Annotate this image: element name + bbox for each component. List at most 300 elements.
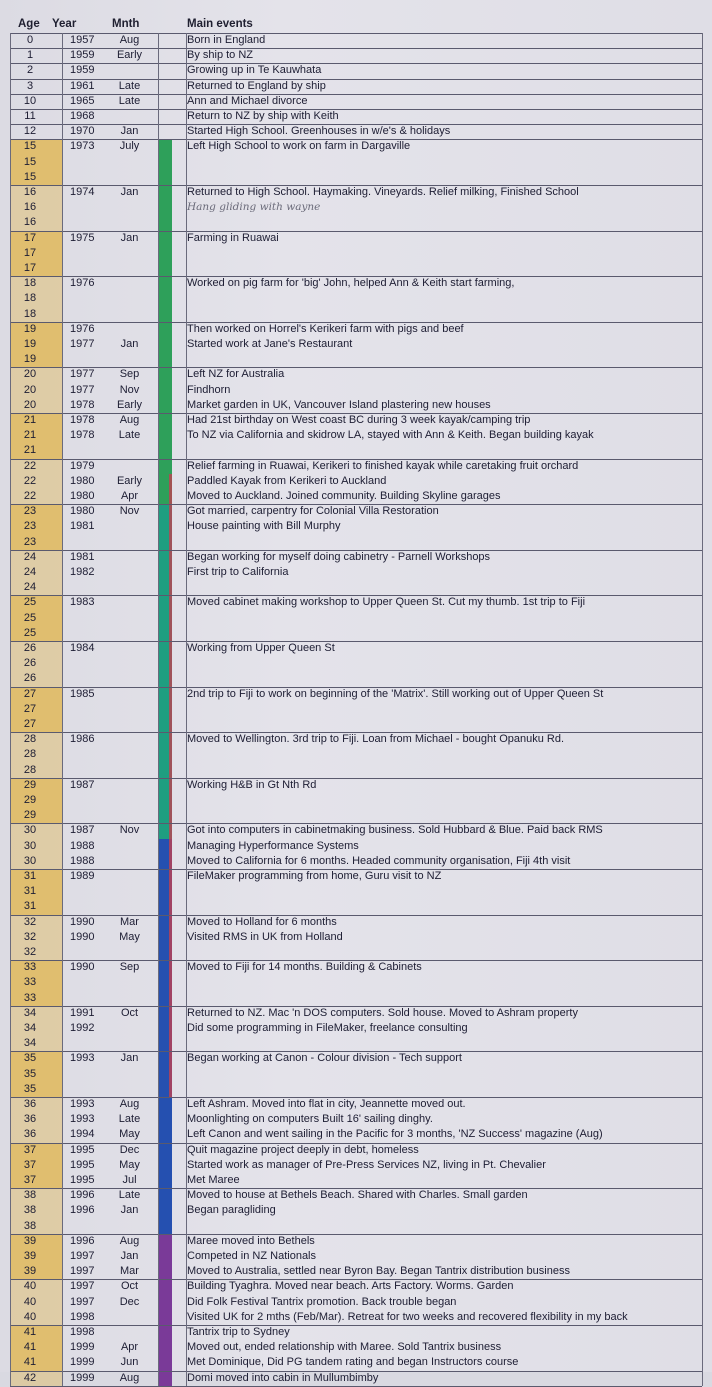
timeline-row <box>0 1036 712 1051</box>
age-cell: 21 <box>23 429 37 442</box>
timeline-row <box>0 459 712 474</box>
age-cell: 16 <box>23 216 37 229</box>
year-cell: 1976 <box>70 322 95 335</box>
event-cell: Left Ashram. Moved into flat in city, Jeannette moved out. <box>187 1098 466 1110</box>
timeline-row <box>0 869 712 884</box>
year-cell: 1977 <box>70 383 95 396</box>
age-cell: 41 <box>23 1356 37 1369</box>
age-cell: 17 <box>23 246 37 259</box>
year-cell: 1980 <box>70 474 95 487</box>
age-cell: 22 <box>23 474 37 487</box>
month-cell: Late <box>118 429 141 442</box>
age-cell: 36 <box>23 1098 37 1110</box>
month-cell: Dec <box>119 1295 140 1308</box>
age-cell: 35 <box>23 1052 37 1065</box>
year-cell: 1996 <box>70 1189 95 1202</box>
age-cell: 1 <box>26 49 34 62</box>
month-cell: Aug <box>119 1234 140 1247</box>
month-cell: Early <box>116 49 143 62</box>
timeline-row <box>0 839 712 854</box>
timeline-row <box>0 717 712 732</box>
event-cell: Began working at Canon - Colour division - Tech support <box>187 1052 462 1065</box>
age-cell: 17 <box>23 231 37 244</box>
age-cell: 36 <box>23 1128 37 1141</box>
year-cell: 1996 <box>70 1204 95 1217</box>
age-cell: 25 <box>23 626 37 639</box>
event-cell: First trip to California <box>187 566 289 578</box>
event-cell: Did some programming in FileMaker, freelance consulting <box>187 1022 468 1034</box>
timeline-row <box>0 595 712 610</box>
timeline-row <box>0 1127 712 1142</box>
event-cell: Moved out, ended relationship with Maree. Sold Tantrix business <box>187 1341 502 1354</box>
age-cell: 32 <box>23 930 37 943</box>
timeline-row <box>0 215 712 230</box>
age-cell: 17 <box>23 262 37 274</box>
age-cell: 39 <box>23 1234 37 1247</box>
age-cell: 12 <box>23 125 37 138</box>
age-cell: 36 <box>23 1113 37 1126</box>
age-cell: 15 <box>23 170 37 183</box>
age-cell: 22 <box>23 490 37 502</box>
age-cell: 40 <box>23 1310 37 1323</box>
timeline-row <box>0 139 712 154</box>
year-cell: 1988 <box>70 839 95 852</box>
event-cell: Moved to Fiji for 14 months. Building & Cabinets <box>187 961 422 974</box>
month-cell: Jun <box>120 1356 139 1369</box>
year-cell: 1999 <box>70 1341 95 1354</box>
timeline-row <box>0 1295 712 1310</box>
age-cell: 31 <box>23 900 37 913</box>
year-cell: 1993 <box>70 1098 95 1110</box>
age-cell: 22 <box>23 459 37 472</box>
timeline-row <box>0 1082 712 1097</box>
age-cell: 37 <box>23 1174 37 1186</box>
age-cell: 38 <box>23 1204 37 1217</box>
year-cell: 1978 <box>70 414 95 426</box>
timeline-row <box>0 79 712 94</box>
event-cell: Started work at Jane's Restaurant <box>187 338 353 350</box>
age-cell: 18 <box>23 277 37 290</box>
timeline-row <box>0 550 712 565</box>
event-cell: Moonlighting on computers Built 16' sailing dinghy. <box>187 1113 433 1126</box>
age-cell: 20 <box>23 383 37 396</box>
event-cell: Moved to Australia, settled near Byron Bay. Began Tantrix distribution business <box>187 1265 570 1278</box>
event-cell: Moved to Wellington. 3rd trip to Fiji. Loan from Michael - bought Opanuku Rd. <box>187 733 565 746</box>
month-cell: Jan <box>120 231 139 244</box>
year-cell: 1995 <box>70 1174 95 1186</box>
month-cell: Sep <box>119 368 140 381</box>
event-cell: Then worked on Horrel's Kerikeri farm with pigs and beef <box>187 322 464 335</box>
event-cell: Working H&B in Gt Nth Rd <box>187 778 317 791</box>
timeline-row <box>0 656 712 671</box>
timeline-row <box>0 185 712 200</box>
age-cell: 32 <box>23 915 37 928</box>
year-cell: 1957 <box>70 34 95 46</box>
timeline-row <box>0 398 712 413</box>
event-cell: Started High School. Greenhouses in w/e's & holidays <box>187 125 451 138</box>
event-cell: Moved to Holland for 6 months <box>187 915 337 928</box>
timeline-row <box>0 443 712 458</box>
month-cell: Dec <box>119 1143 140 1156</box>
year-cell: 1989 <box>70 870 95 882</box>
year-cell: 1981 <box>70 520 95 533</box>
age-cell: 25 <box>23 596 37 609</box>
age-cell: 34 <box>23 1022 37 1034</box>
timeline-row <box>0 124 712 139</box>
age-cell: 21 <box>23 414 37 426</box>
header-age: Age <box>18 18 40 30</box>
event-cell: Got married, carpentry for Colonial Villa Restoration <box>187 505 439 518</box>
event-cell: Market garden in UK, Vancouver Island plastering new houses <box>187 398 491 411</box>
event-cell: Findhorn <box>187 383 231 396</box>
timeline-row <box>0 960 712 975</box>
year-cell: 1985 <box>70 687 95 700</box>
age-cell: 26 <box>23 642 37 654</box>
timeline-row <box>0 565 712 580</box>
age-cell: 41 <box>23 1326 37 1338</box>
event-cell: Building Tyaghra. Moved near beach. Arts Factory. Worms. Garden <box>187 1280 514 1293</box>
event-cell: Relief farming in Ruawai, Kerikeri to finished kayak while caretaking fruit orchard <box>187 459 579 472</box>
timeline-row <box>0 702 712 717</box>
year-cell: 1990 <box>70 930 95 943</box>
age-cell: 28 <box>23 733 37 746</box>
age-cell: 24 <box>23 581 37 594</box>
month-cell: Apr <box>120 490 139 502</box>
year-cell: 1979 <box>70 459 95 472</box>
timeline-row <box>0 109 712 124</box>
year-cell: 1970 <box>70 125 95 138</box>
timeline-row <box>0 854 712 869</box>
year-cell: 1998 <box>70 1326 95 1338</box>
year-cell: 1977 <box>70 338 95 350</box>
timeline-row <box>0 1279 712 1294</box>
event-cell: Moved to California for 6 months. Headed community organisation, Fiji 4th visit <box>187 854 571 867</box>
event-cell: Returned to England by ship <box>187 79 326 92</box>
event-cell: 2nd trip to Fiji to work on beginning of the 'Matrix'. Still working out of Upper Queen St <box>187 687 604 700</box>
timeline-row <box>0 930 712 945</box>
event-cell: To NZ via California and skidrow LA, stayed with Ann & Keith. Began building kayak <box>187 429 594 442</box>
year-cell: 1995 <box>70 1143 95 1156</box>
timeline-row <box>0 63 712 78</box>
month-cell: Jan <box>120 1250 139 1262</box>
timeline-row <box>0 778 712 793</box>
year-cell: 1998 <box>70 1310 95 1323</box>
month-cell: Nov <box>119 505 140 518</box>
month-cell: Late <box>118 79 141 92</box>
event-cell: By ship to NZ <box>187 49 254 62</box>
month-cell: Mar <box>120 915 139 928</box>
month-cell: Jul <box>122 1174 137 1186</box>
timeline-row <box>0 975 712 990</box>
year-cell: 1974 <box>70 186 95 198</box>
month-cell: Late <box>118 1113 141 1126</box>
age-cell: 38 <box>23 1219 37 1232</box>
timeline-row <box>0 48 712 63</box>
age-cell: 33 <box>23 976 37 989</box>
month-cell: Aug <box>119 1371 140 1384</box>
timeline-row <box>0 1021 712 1036</box>
age-cell: 18 <box>23 307 37 320</box>
timeline-row <box>0 763 712 778</box>
age-cell: 40 <box>23 1295 37 1308</box>
age-cell: 19 <box>23 353 37 366</box>
year-cell: 1990 <box>70 915 95 928</box>
timeline-row <box>0 1006 712 1021</box>
year-cell: 1990 <box>70 961 95 974</box>
age-cell: 31 <box>23 870 37 882</box>
year-cell: 1977 <box>70 368 95 381</box>
age-cell: 37 <box>23 1143 37 1156</box>
timeline-row <box>0 1371 712 1386</box>
event-cell: Left NZ for Australia <box>187 368 285 381</box>
age-cell: 24 <box>23 550 37 563</box>
timeline-row <box>0 1097 712 1112</box>
event-cell: Maree moved into Bethels <box>187 1234 315 1247</box>
age-cell: 33 <box>23 961 37 974</box>
year-cell: 1973 <box>70 140 95 153</box>
timeline-row <box>0 383 712 398</box>
month-cell: Jan <box>120 1204 139 1217</box>
event-cell: Got into computers in cabinetmaking business. Sold Hubbard & Blue. Paid back RMS <box>187 824 603 837</box>
timeline-row <box>0 246 712 261</box>
timeline-row <box>0 1249 712 1264</box>
year-cell: 1988 <box>70 854 95 867</box>
event-cell: Left Canon and went sailing in the Pacific for 3 months, 'NZ Success' magazine (Aug) <box>187 1128 603 1141</box>
timeline-row <box>0 1203 712 1218</box>
age-cell: 20 <box>23 368 37 381</box>
timeline-row <box>0 94 712 109</box>
event-cell: Returned to High School. Haymaking. Vineyards. Relief milking, Finished School <box>187 186 579 198</box>
event-cell: Hang gliding with wayne <box>187 201 321 214</box>
timeline-row <box>0 626 712 641</box>
timeline-row <box>0 611 712 626</box>
timeline-row <box>0 747 712 762</box>
timeline-row <box>0 367 712 382</box>
event-cell: Met Maree <box>187 1174 240 1186</box>
month-cell: Aug <box>119 1098 140 1110</box>
month-cell: Apr <box>120 1341 139 1354</box>
age-cell: 34 <box>23 1037 37 1050</box>
month-cell: Late <box>118 1189 141 1202</box>
timeline-row <box>0 991 712 1006</box>
timeline-row <box>0 732 712 747</box>
age-cell: 34 <box>23 1006 37 1019</box>
event-cell: Had 21st birthday on West coast BC during 3 week kayak/camping trip <box>187 414 531 426</box>
year-cell: 1980 <box>70 505 95 518</box>
timeline-row <box>0 1188 712 1203</box>
timeline-row <box>0 170 712 185</box>
timeline-row <box>0 1264 712 1279</box>
age-cell: 30 <box>23 839 37 852</box>
timeline-row <box>0 261 712 276</box>
year-cell: 1983 <box>70 596 95 609</box>
age-cell: 30 <box>23 824 37 837</box>
month-cell: Jan <box>120 1052 139 1065</box>
month-cell: Aug <box>119 34 140 46</box>
timeline-row <box>0 1219 712 1234</box>
age-cell: 16 <box>23 186 37 198</box>
event-cell: Visited RMS in UK from Holland <box>187 930 343 943</box>
year-cell: 1978 <box>70 429 95 442</box>
age-cell: 27 <box>23 702 37 715</box>
month-cell: Jan <box>120 186 139 198</box>
timeline-row <box>0 1355 712 1370</box>
year-cell: 1968 <box>70 110 95 122</box>
year-cell: 1995 <box>70 1158 95 1171</box>
timeline-row <box>0 899 712 914</box>
timeline-row <box>0 1173 712 1188</box>
timeline-row <box>0 1143 712 1158</box>
event-cell: FileMaker programming from home, Guru visit to NZ <box>187 870 442 882</box>
timeline-row <box>0 276 712 291</box>
month-cell: Jan <box>120 338 139 350</box>
timeline-row <box>0 428 712 443</box>
age-cell: 18 <box>23 292 37 305</box>
age-cell: 32 <box>23 946 37 958</box>
year-cell: 1959 <box>70 49 95 62</box>
month-cell: July <box>119 140 140 153</box>
timeline-row <box>0 580 712 595</box>
event-cell: Moved to Auckland. Joined community. Building Skyline garages <box>187 490 501 502</box>
event-cell: Started work as manager of Pre-Press Services NZ, living in Pt. Chevalier <box>187 1158 546 1171</box>
age-cell: 37 <box>23 1158 37 1171</box>
year-cell: 1996 <box>70 1234 95 1247</box>
timeline-row <box>0 413 712 428</box>
age-cell: 40 <box>23 1280 37 1293</box>
event-cell: Paddled Kayak from Kerikeri to Auckland <box>187 474 387 487</box>
event-cell: Began paragliding <box>187 1204 276 1217</box>
timeline-row <box>0 915 712 930</box>
age-cell: 29 <box>23 794 37 806</box>
event-cell: Return to NZ by ship with Keith <box>187 110 339 122</box>
timeline-row <box>0 1112 712 1127</box>
age-cell: 28 <box>23 748 37 761</box>
event-cell: Farming in Ruawai <box>187 231 279 244</box>
timeline-row <box>0 1310 712 1325</box>
event-cell: Met Dominique, Did PG tandem rating and began Instructors course <box>187 1356 519 1369</box>
age-cell: 41 <box>23 1341 37 1354</box>
year-cell: 1978 <box>70 398 95 411</box>
event-cell: Left High School to work on farm in Dargaville <box>187 140 411 153</box>
header-month: Mnth <box>112 18 140 30</box>
age-cell: 15 <box>23 155 37 168</box>
year-cell: 1987 <box>70 778 95 791</box>
header-year: Year <box>52 18 77 30</box>
year-cell: 1986 <box>70 733 95 746</box>
timeline-row <box>0 489 712 504</box>
age-cell: 2 <box>26 64 34 77</box>
event-cell: Began working for myself doing cabinetry - Parnell Workshops <box>187 550 491 563</box>
event-cell: Working from Upper Queen St <box>187 642 335 654</box>
timeline-row <box>0 884 712 899</box>
event-cell: Moved cabinet making workshop to Upper Queen St. Cut my thumb. 1st trip to Fiji <box>187 596 586 609</box>
age-cell: 38 <box>23 1189 37 1202</box>
month-cell: Jan <box>120 125 139 138</box>
year-cell: 1959 <box>70 64 95 77</box>
month-cell: Aug <box>119 414 140 426</box>
age-cell: 35 <box>23 1067 37 1080</box>
timeline-row <box>0 535 712 550</box>
event-cell: Growing up in Te Kauwhata <box>187 64 322 77</box>
age-cell: 27 <box>23 718 37 730</box>
timeline-row <box>0 33 712 48</box>
year-cell: 1987 <box>70 824 95 837</box>
event-cell: Quit magazine project deeply in debt, homeless <box>187 1143 419 1156</box>
year-cell: 1980 <box>70 490 95 502</box>
event-cell: Domi moved into cabin in Mullumbimby <box>187 1371 379 1384</box>
month-cell: May <box>119 1158 140 1171</box>
month-cell: Oct <box>120 1280 139 1293</box>
age-cell: 20 <box>23 398 37 411</box>
year-cell: 1976 <box>70 277 95 290</box>
year-cell: 1994 <box>70 1128 95 1141</box>
year-cell: 1981 <box>70 550 95 563</box>
event-cell: Managing Hyperformance Systems <box>187 839 359 852</box>
age-cell: 39 <box>23 1250 37 1262</box>
year-cell: 1993 <box>70 1052 95 1065</box>
age-cell: 10 <box>23 94 37 107</box>
timeline-row <box>0 1325 712 1340</box>
column-header <box>0 18 712 33</box>
age-cell: 19 <box>23 338 37 350</box>
age-cell: 24 <box>23 566 37 578</box>
age-cell: 39 <box>23 1265 37 1278</box>
age-cell: 15 <box>23 140 37 153</box>
event-cell: Returned to NZ. Mac 'n DOS computers. Sold house. Moved to Ashram property <box>187 1006 578 1019</box>
year-cell: 1984 <box>70 642 95 654</box>
year-cell: 1992 <box>70 1022 95 1034</box>
timeline-row <box>0 155 712 170</box>
year-cell: 1999 <box>70 1356 95 1369</box>
age-cell: 26 <box>23 672 37 685</box>
age-cell: 21 <box>23 444 37 457</box>
age-cell: 0 <box>26 34 34 46</box>
age-cell: 33 <box>23 991 37 1004</box>
timeline-row <box>0 1067 712 1082</box>
age-cell: 29 <box>23 809 37 822</box>
timeline-row <box>0 823 712 838</box>
month-cell: May <box>119 1128 140 1141</box>
event-cell: Worked on pig farm for 'big' John, helped Ann & Keith start farming, <box>187 277 515 290</box>
timeline-row <box>0 231 712 246</box>
month-cell: Oct <box>120 1006 139 1019</box>
timeline-row <box>0 519 712 534</box>
age-cell: 11 <box>24 110 36 122</box>
year-cell: 1999 <box>70 1371 95 1384</box>
timeline-row <box>0 687 712 702</box>
age-cell: 23 <box>23 520 37 533</box>
age-cell: 27 <box>23 687 37 700</box>
month-cell: Late <box>118 94 141 107</box>
event-cell: Tantrix trip to Sydney <box>187 1326 290 1338</box>
timeline-row <box>0 322 712 337</box>
age-cell: 42 <box>23 1371 37 1384</box>
event-cell: Moved to house at Bethels Beach. Shared with Charles. Small garden <box>187 1189 528 1202</box>
age-cell: 28 <box>23 763 37 776</box>
age-cell: 30 <box>23 854 37 867</box>
header-events: Main events <box>187 18 253 30</box>
timeline-row <box>0 504 712 519</box>
timeline-row <box>0 1051 712 1066</box>
month-cell: Nov <box>119 383 140 396</box>
age-cell: 23 <box>23 535 37 548</box>
year-cell: 1997 <box>70 1295 95 1308</box>
age-cell: 25 <box>23 611 37 624</box>
year-cell: 1965 <box>70 94 95 107</box>
month-cell: Early <box>116 398 143 411</box>
timeline-row <box>0 291 712 306</box>
month-cell: Early <box>116 474 143 487</box>
